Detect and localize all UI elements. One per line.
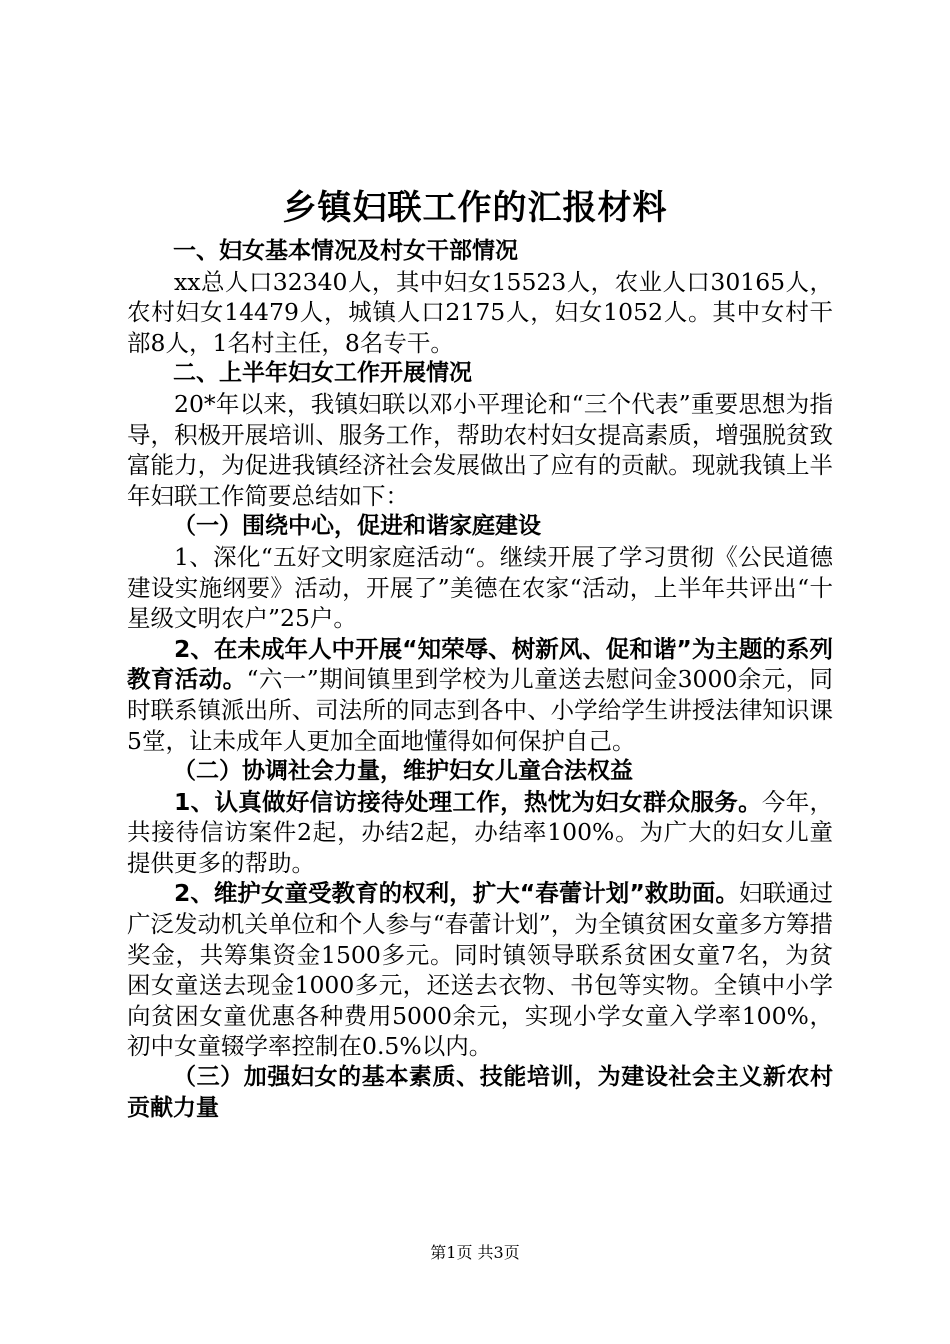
paragraph-text: 1、深化“五好文明家庭活动“。继续开展了学习贯彻《公民道德建设实施纲要》活动，开展了”美德在农家“活动，上半年共评出“十星级文明农户”25户。 xyxy=(127,542,833,633)
paragraph-lead-bold: 2、在未成年人中开展“知荣辱、树新风、促和谐”为主题的系列教育活动。 xyxy=(127,634,833,694)
paragraph-text: 今年，共接待信访案件2起，办结2起，办结率100%。为广大的妇女儿童提供更多的帮助。 xyxy=(127,787,833,877)
document-body xyxy=(127,236,833,1123)
paragraph-intro xyxy=(127,389,833,511)
page-footer: 第1页 共3页 xyxy=(430,1243,520,1262)
paragraph-population xyxy=(127,267,833,359)
paragraph-lead-bold: 2、维护女童受教育的权利，扩大“春蕾计划”救助面。 xyxy=(174,879,739,908)
section-heading-2: 二、上半年妇女工作开展情况 xyxy=(173,360,472,387)
paragraph-item-2-2 xyxy=(127,878,833,1062)
subsection-heading-1: （一）围绕中心，促进和谐家庭建设 xyxy=(173,513,541,540)
paragraph-item-2-1 xyxy=(127,787,833,879)
paragraph-text: 20*年以来，我镇妇联以邓小平理论和“三个代表”重要思想为指导，积极开展培训、服务工作，帮助农村妇女提高素质，增强脱贫致富能力，为促进我镇经济社会发展做出了应有的贡献。现就我镇上半年妇联工作简要总结如下： xyxy=(127,389,833,510)
document-title: 乡镇妇联工作的汇报材料 xyxy=(282,188,668,228)
paragraph-text: “六一”期间镇里到学校为儿童送去慰问金3000余元，同时联系镇派出所、司法所的同志到各中、小学给学生讲授法律知识课5堂，让未成年人更加全面地懂得如何保护自己。 xyxy=(127,665,833,755)
paragraph-item-1-2 xyxy=(127,634,833,756)
section-heading-1: 一、妇女基本情况及村女干部情况 xyxy=(173,238,518,264)
paragraph-text: xx总人口32340人，其中妇女15523人，农业人口30165人，农村妇女14479人，城镇人口2175人，妇女1052人。其中女村干部8人，1名村主任，8名专干。 xyxy=(127,267,833,357)
paragraph-lead-bold: 1、认真做好信访接待处理工作，热忱为妇女群众服务。 xyxy=(174,787,762,816)
paragraph-item-1-1 xyxy=(127,542,833,634)
subsection-heading-2: （二）协调社会力量，维护妇女儿童合法权益 xyxy=(173,758,633,785)
subsection-heading-3: （三）加强妇女的基本素质、技能培训，为建设社会主义新农村贡献力量 xyxy=(127,1064,833,1121)
paragraph-text: 妇联通过广泛发动机关单位和个人参与“春蕾计划”，为全镇贫困女童多方筹措奖金，共筹集资金1500多元。同时镇领导联系贫困女童7名，为贫困女童送去现金1000多元，还送去衣物、书包等实物。全镇中小学向贫困女童优惠各种费用5000余元，实现小学女童入学率100%，初中女童辍学率控制在0.5%以内。 xyxy=(127,879,834,1061)
